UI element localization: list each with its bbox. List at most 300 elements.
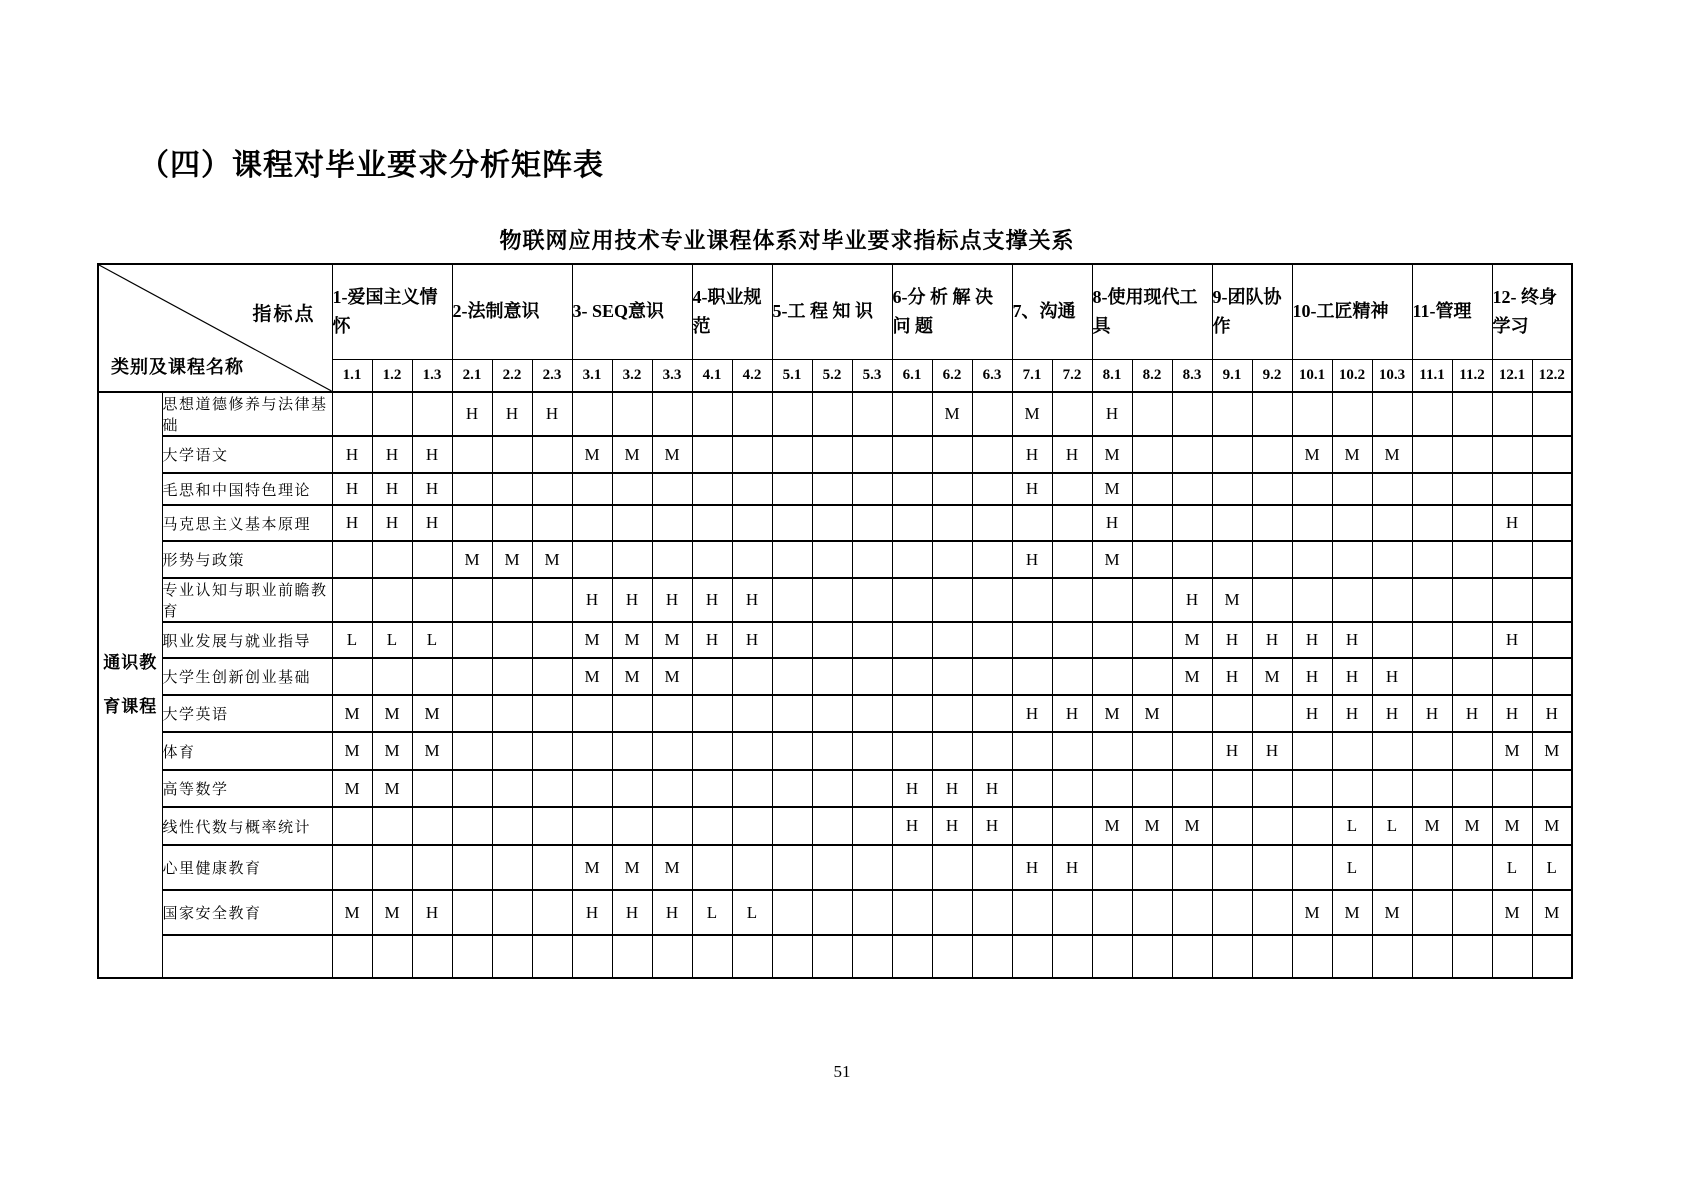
- matrix-cell: [572, 770, 612, 807]
- matrix-cell: [852, 695, 892, 732]
- matrix-cell: [532, 770, 572, 807]
- matrix-cell: [492, 658, 532, 695]
- matrix-cell: [732, 473, 772, 505]
- matrix-cell: [1252, 541, 1292, 578]
- matrix-cell: [812, 578, 852, 622]
- matrix-cell: L: [1332, 807, 1372, 845]
- matrix-cell: [1052, 392, 1092, 436]
- matrix-cell: L: [1532, 845, 1572, 890]
- matrix-cell: [1492, 436, 1532, 473]
- group-header-5: 5-工 程 知 识: [772, 264, 892, 359]
- matrix-cell: [1212, 770, 1252, 807]
- sub-column-header-9.1: 9.1: [1212, 359, 1252, 392]
- matrix-cell: [652, 505, 692, 541]
- matrix-cell: [532, 935, 572, 978]
- course-row: [98, 658, 1572, 695]
- course-row: [98, 505, 1572, 541]
- matrix-cell: [1412, 935, 1452, 978]
- matrix-cell: [372, 392, 412, 436]
- matrix-cell: H: [1012, 436, 1052, 473]
- matrix-cell: M: [1132, 695, 1172, 732]
- matrix-cell: [1212, 695, 1252, 732]
- matrix-corner-cell: [98, 264, 332, 392]
- matrix-cell: H: [1492, 505, 1532, 541]
- matrix-cell: [972, 695, 1012, 732]
- matrix-cell: [1052, 732, 1092, 770]
- matrix-cell: [332, 935, 372, 978]
- matrix-cell: [892, 658, 932, 695]
- matrix-cell: H: [1012, 541, 1052, 578]
- course-name-cell: 思想道德修养与法律基础: [162, 392, 332, 436]
- sub-column-header-3.2: 3.2: [612, 359, 652, 392]
- matrix-cell: M: [1412, 807, 1452, 845]
- matrix-cell: [732, 436, 772, 473]
- matrix-cell: [412, 578, 452, 622]
- matrix-cell: [612, 935, 652, 978]
- matrix-cell: [1252, 578, 1292, 622]
- matrix-cell: [1132, 935, 1172, 978]
- matrix-cell: [932, 505, 972, 541]
- matrix-cell: M: [1532, 732, 1572, 770]
- matrix-cell: H: [612, 890, 652, 935]
- matrix-cell: [1372, 845, 1412, 890]
- matrix-cell: [572, 732, 612, 770]
- sub-column-header-5.2: 5.2: [812, 359, 852, 392]
- matrix-cell: H: [412, 436, 452, 473]
- matrix-cell: H: [612, 578, 652, 622]
- course-name-cell: [162, 935, 332, 978]
- matrix-cell: H: [1292, 622, 1332, 658]
- course-row: [98, 770, 1572, 807]
- matrix-cell: [1532, 436, 1572, 473]
- matrix-cell: [1292, 935, 1332, 978]
- matrix-cell: [612, 541, 652, 578]
- course-name-cell: 毛思和中国特色理论: [162, 473, 332, 505]
- matrix-cell: [1252, 473, 1292, 505]
- matrix-cell: [1012, 622, 1052, 658]
- matrix-cell: [492, 845, 532, 890]
- matrix-cell: [492, 436, 532, 473]
- matrix-cell: [652, 807, 692, 845]
- matrix-cell: H: [892, 807, 932, 845]
- matrix-cell: [452, 622, 492, 658]
- matrix-cell: [972, 392, 1012, 436]
- matrix-cell: M: [1332, 436, 1372, 473]
- matrix-cell: L: [332, 622, 372, 658]
- sub-column-header-5.1: 5.1: [772, 359, 812, 392]
- matrix-cell: [612, 505, 652, 541]
- matrix-cell: H: [1252, 622, 1292, 658]
- matrix-cell: [972, 622, 1012, 658]
- course-row: [98, 935, 1572, 978]
- matrix-cell: [1052, 578, 1092, 622]
- matrix-cell: M: [932, 392, 972, 436]
- matrix-cell: [1532, 505, 1572, 541]
- matrix-cell: [532, 845, 572, 890]
- matrix-cell: M: [1212, 578, 1252, 622]
- matrix-cell: [572, 807, 612, 845]
- matrix-cell: M: [412, 695, 452, 732]
- matrix-cell: M: [1092, 436, 1132, 473]
- matrix-cell: [932, 935, 972, 978]
- matrix-cell: [1012, 505, 1052, 541]
- matrix-cell: [1172, 845, 1212, 890]
- course-name-cell: 形势与政策: [162, 541, 332, 578]
- table-title: 物联网应用技术专业课程体系对毕业要求指标点支撑关系: [499, 228, 1075, 253]
- matrix-cell: [932, 436, 972, 473]
- matrix-cell: [332, 658, 372, 695]
- matrix-cell: [772, 541, 812, 578]
- matrix-cell: [612, 695, 652, 732]
- matrix-cell: [452, 732, 492, 770]
- course-row: [98, 732, 1572, 770]
- sub-column-header-3.3: 3.3: [652, 359, 692, 392]
- matrix-cell: [1452, 541, 1492, 578]
- matrix-cell: [332, 807, 372, 845]
- matrix-cell: [772, 505, 812, 541]
- matrix-cell: H: [1372, 658, 1412, 695]
- sub-column-header-10.1: 10.1: [1292, 359, 1332, 392]
- matrix-cell: M: [1092, 473, 1132, 505]
- group-header-2: 2-法制意识: [452, 264, 572, 359]
- matrix-cell: [452, 695, 492, 732]
- matrix-cell: [1532, 935, 1572, 978]
- matrix-cell: [1452, 658, 1492, 695]
- matrix-cell: [732, 695, 772, 732]
- matrix-cell: [612, 392, 652, 436]
- matrix-cell: H: [1212, 622, 1252, 658]
- matrix-cell: [692, 935, 732, 978]
- matrix-cell: [1132, 845, 1172, 890]
- matrix-cell: [1212, 807, 1252, 845]
- matrix-cell: [1172, 695, 1212, 732]
- matrix-cell: [772, 890, 812, 935]
- matrix-cell: [1332, 732, 1372, 770]
- matrix-cell: [812, 770, 852, 807]
- matrix-cell: [452, 807, 492, 845]
- course-name-cell: 国家安全教育: [162, 890, 332, 935]
- matrix-cell: H: [652, 890, 692, 935]
- sub-column-header-4.2: 4.2: [732, 359, 772, 392]
- matrix-cell: [972, 732, 1012, 770]
- matrix-cell: M: [612, 845, 652, 890]
- matrix-cell: [652, 695, 692, 732]
- matrix-cell: [932, 845, 972, 890]
- matrix-cell: [732, 505, 772, 541]
- matrix-cell: [932, 658, 972, 695]
- matrix-cell: [1252, 505, 1292, 541]
- matrix-cell: [852, 622, 892, 658]
- matrix-cell: L: [412, 622, 452, 658]
- matrix-cell: [452, 578, 492, 622]
- matrix-cell: [772, 770, 812, 807]
- sub-column-header-8.3: 8.3: [1172, 359, 1212, 392]
- matrix-cell: H: [572, 890, 612, 935]
- matrix-cell: [492, 695, 532, 732]
- matrix-cell: [1132, 890, 1172, 935]
- sub-column-header-8.2: 8.2: [1132, 359, 1172, 392]
- matrix-cell: [1412, 578, 1452, 622]
- matrix-cell: [1292, 473, 1332, 505]
- matrix-cell: [1012, 770, 1052, 807]
- group-header-4: 4-职业规范: [692, 264, 772, 359]
- matrix-cell: H: [372, 473, 412, 505]
- matrix-cell: [1172, 770, 1212, 807]
- matrix-cell: [772, 935, 812, 978]
- matrix-cell: [852, 505, 892, 541]
- matrix-cell: [772, 578, 812, 622]
- matrix-cell: [372, 935, 412, 978]
- matrix-cell: [532, 658, 572, 695]
- matrix-cell: H: [1332, 622, 1372, 658]
- course-row: [98, 845, 1572, 890]
- matrix-cell: [732, 770, 772, 807]
- matrix-cell: [732, 935, 772, 978]
- matrix-cell: [1292, 541, 1332, 578]
- matrix-cell: [1412, 732, 1452, 770]
- matrix-cell: [1452, 578, 1492, 622]
- matrix-cell: [1372, 505, 1412, 541]
- matrix-cell: [1292, 505, 1332, 541]
- matrix-cell: [492, 505, 532, 541]
- matrix-cell: [572, 392, 612, 436]
- matrix-cell: [1452, 935, 1492, 978]
- matrix-cell: [932, 695, 972, 732]
- matrix-cell: [932, 473, 972, 505]
- matrix-cell: [532, 505, 572, 541]
- matrix-cell: [1092, 890, 1132, 935]
- matrix-cell: [892, 578, 932, 622]
- matrix-cell: [492, 807, 532, 845]
- matrix-cell: [1132, 658, 1172, 695]
- matrix-cell: [852, 473, 892, 505]
- matrix-cell: [812, 392, 852, 436]
- matrix-cell: [852, 541, 892, 578]
- matrix-cell: H: [1412, 695, 1452, 732]
- matrix-cell: [772, 473, 812, 505]
- matrix-cell: [1532, 578, 1572, 622]
- matrix-cell: M: [1252, 658, 1292, 695]
- matrix-cell: H: [412, 890, 452, 935]
- matrix-cell: H: [1292, 695, 1332, 732]
- matrix-cell: [1252, 436, 1292, 473]
- matrix-cell: [1052, 935, 1092, 978]
- matrix-cell: [1012, 935, 1052, 978]
- course-name-cell: 线性代数与概率统计: [162, 807, 332, 845]
- matrix-cell: M: [492, 541, 532, 578]
- matrix-cell: M: [572, 845, 612, 890]
- matrix-cell: H: [1372, 695, 1412, 732]
- matrix-cell: [1452, 770, 1492, 807]
- matrix-cell: [812, 807, 852, 845]
- matrix-cell: [1212, 541, 1252, 578]
- matrix-cell: [1252, 695, 1292, 732]
- matrix-cell: [1292, 392, 1332, 436]
- matrix-cell: [372, 807, 412, 845]
- matrix-cell: [1052, 473, 1092, 505]
- matrix-cell: M: [1492, 890, 1532, 935]
- matrix-cell: L: [692, 890, 732, 935]
- matrix-cell: [1452, 473, 1492, 505]
- matrix-cell: [692, 732, 732, 770]
- matrix-cell: L: [1492, 845, 1532, 890]
- course-name-cell: 心里健康教育: [162, 845, 332, 890]
- matrix-cell: H: [932, 770, 972, 807]
- matrix-cell: [732, 807, 772, 845]
- matrix-cell: [932, 890, 972, 935]
- matrix-cell: [452, 505, 492, 541]
- matrix-cell: [732, 392, 772, 436]
- matrix-cell: [812, 541, 852, 578]
- course-row: [98, 695, 1572, 732]
- sub-column-header-11.1: 11.1: [1412, 359, 1452, 392]
- matrix-cell: [1132, 622, 1172, 658]
- matrix-cell: [1252, 770, 1292, 807]
- matrix-cell: [1252, 845, 1292, 890]
- matrix-cell: [932, 578, 972, 622]
- matrix-cell: [1292, 845, 1332, 890]
- matrix-cell: [1092, 935, 1132, 978]
- matrix-cell: M: [1092, 695, 1132, 732]
- matrix-cell: [1212, 392, 1252, 436]
- matrix-cell: [1172, 473, 1212, 505]
- matrix-cell: [1172, 541, 1212, 578]
- matrix-cell: [812, 732, 852, 770]
- matrix-cell: [612, 807, 652, 845]
- matrix-cell: [1212, 505, 1252, 541]
- sub-column-header-2.2: 2.2: [492, 359, 532, 392]
- matrix-cell: [852, 845, 892, 890]
- matrix-cell: [652, 541, 692, 578]
- matrix-cell: M: [1492, 807, 1532, 845]
- sub-column-header-2.1: 2.1: [452, 359, 492, 392]
- matrix-cell: [692, 541, 732, 578]
- course-row: [98, 436, 1572, 473]
- matrix-cell: [1092, 578, 1132, 622]
- matrix-cell: [1172, 392, 1212, 436]
- matrix-cell: [452, 436, 492, 473]
- matrix-cell: [412, 770, 452, 807]
- matrix-cell: [852, 890, 892, 935]
- matrix-cell: [1132, 578, 1172, 622]
- matrix-cell: M: [612, 622, 652, 658]
- matrix-cell: [812, 622, 852, 658]
- matrix-cell: [692, 845, 732, 890]
- matrix-cell: M: [1172, 622, 1212, 658]
- matrix-cell: [452, 935, 492, 978]
- matrix-cell: [972, 473, 1012, 505]
- matrix-cell: [1252, 807, 1292, 845]
- matrix-cell: [1412, 473, 1452, 505]
- matrix-cell: [1092, 622, 1132, 658]
- matrix-cell: [1252, 392, 1292, 436]
- matrix-cell: M: [372, 890, 412, 935]
- matrix-cell: [1452, 732, 1492, 770]
- matrix-cell: H: [372, 505, 412, 541]
- header-group-row: [98, 264, 1572, 359]
- matrix-cell: [1412, 890, 1452, 935]
- matrix-cell: [772, 807, 812, 845]
- matrix-cell: [412, 658, 452, 695]
- matrix-cell: [1412, 658, 1452, 695]
- matrix-cell: [652, 935, 692, 978]
- sub-column-header-2.3: 2.3: [532, 359, 572, 392]
- matrix-cell: [772, 436, 812, 473]
- matrix-cell: [732, 658, 772, 695]
- matrix-cell: [1372, 392, 1412, 436]
- matrix-cell: [812, 845, 852, 890]
- matrix-cell: [532, 578, 572, 622]
- matrix-cell: M: [1492, 732, 1532, 770]
- course-row: [98, 622, 1572, 658]
- matrix-cell: [532, 732, 572, 770]
- matrix-cell: [1052, 890, 1092, 935]
- matrix-cell: [1132, 770, 1172, 807]
- matrix-cell: M: [332, 890, 372, 935]
- matrix-cell: [892, 505, 932, 541]
- matrix-cell: M: [572, 436, 612, 473]
- matrix-cell: [812, 658, 852, 695]
- matrix-cell: H: [932, 807, 972, 845]
- matrix-cell: H: [1012, 473, 1052, 505]
- matrix-cell: [1092, 770, 1132, 807]
- matrix-cell: [972, 436, 1012, 473]
- matrix-cell: M: [572, 622, 612, 658]
- course-name-cell: 专业认知与职业前瞻教育: [162, 578, 332, 622]
- course-name-cell: 马克思主义基本原理: [162, 505, 332, 541]
- matrix-cell: [772, 392, 812, 436]
- matrix-cell: H: [572, 578, 612, 622]
- matrix-cell: [492, 473, 532, 505]
- matrix-cell: H: [1212, 658, 1252, 695]
- matrix-cell: [852, 770, 892, 807]
- matrix-cell: [972, 890, 1012, 935]
- matrix-cell: H: [1492, 622, 1532, 658]
- matrix-cell: M: [1172, 807, 1212, 845]
- matrix-cell: [652, 473, 692, 505]
- matrix-cell: H: [372, 436, 412, 473]
- matrix-cell: [772, 732, 812, 770]
- matrix-cell: [1332, 935, 1372, 978]
- matrix-cell: [1012, 807, 1052, 845]
- matrix-cell: [1292, 807, 1332, 845]
- matrix-cell: [1292, 770, 1332, 807]
- course-row: [98, 392, 1572, 436]
- matrix-cell: [572, 935, 612, 978]
- matrix-cell: [812, 890, 852, 935]
- matrix-cell: L: [732, 890, 772, 935]
- sub-column-header-12.2: 12.2: [1532, 359, 1572, 392]
- matrix-cell: [1412, 505, 1452, 541]
- matrix-cell: [852, 392, 892, 436]
- matrix-cell: [1412, 845, 1452, 890]
- course-row: [98, 578, 1572, 622]
- matrix-cell: [1372, 935, 1412, 978]
- matrix-cell: H: [1052, 695, 1092, 732]
- matrix-cell: [852, 935, 892, 978]
- matrix-cell: M: [372, 695, 412, 732]
- matrix-cell: [652, 770, 692, 807]
- matrix-cell: [1332, 578, 1372, 622]
- matrix-cell: [1532, 770, 1572, 807]
- matrix-cell: [1292, 732, 1332, 770]
- matrix-cell: [492, 578, 532, 622]
- matrix-cell: [1132, 473, 1172, 505]
- group-header-1: 1-爱国主义情怀: [332, 264, 452, 359]
- matrix-cell: [452, 770, 492, 807]
- matrix-cell: [812, 695, 852, 732]
- matrix-cell: [812, 473, 852, 505]
